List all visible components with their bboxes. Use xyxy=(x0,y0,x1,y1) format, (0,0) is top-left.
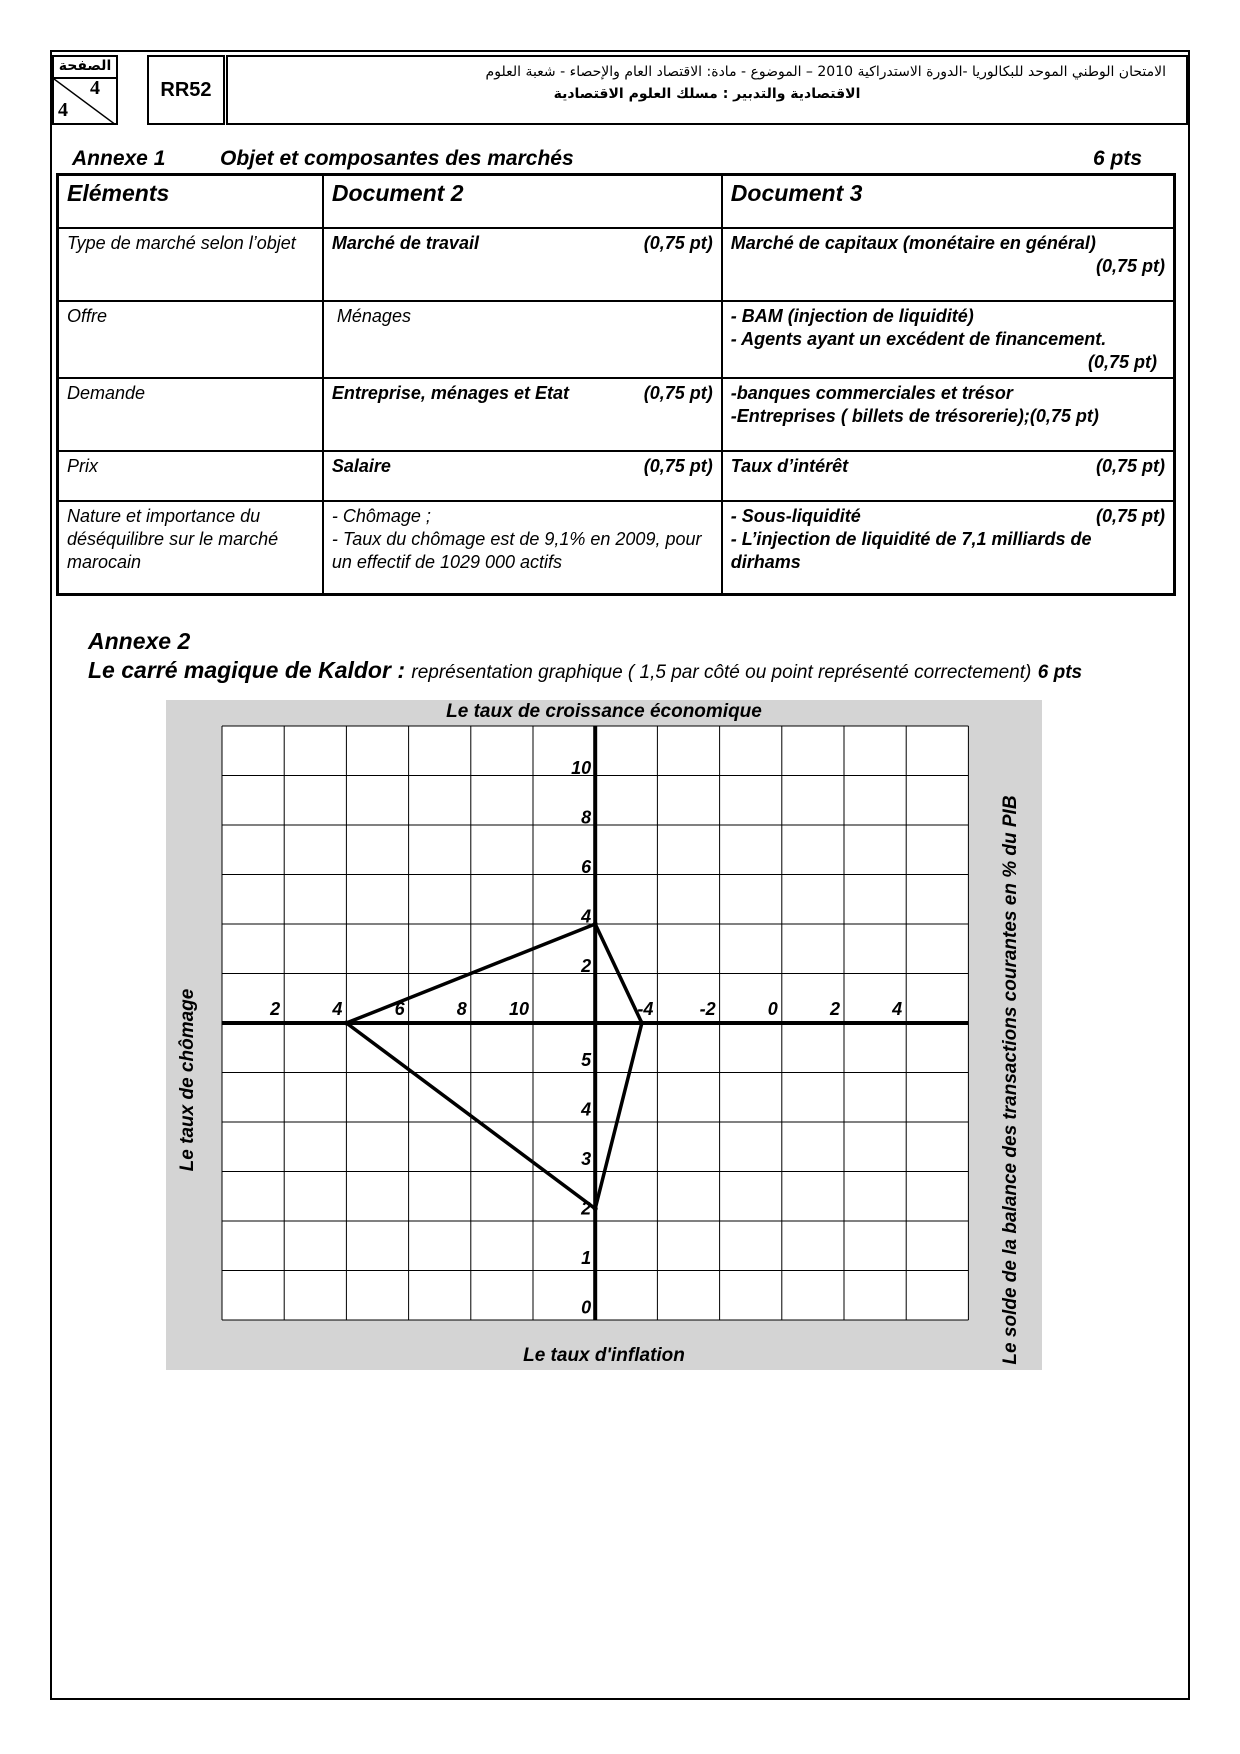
tick-label-bottom: 5 xyxy=(581,1050,592,1071)
tick-label-right: 4 xyxy=(892,999,903,1019)
kaldor-plot xyxy=(166,700,1042,1370)
row-doc3-line2: -Entreprises ( billets de trésorerie);(0,75 pt) xyxy=(730,406,1099,426)
row-doc2-points: (0,75 pt) xyxy=(643,233,713,253)
axis-label-bottom: Le taux d'inflation xyxy=(523,1345,685,1366)
row-doc3-text: Marché de capitaux (monétaire en général) xyxy=(730,233,1096,253)
tick-label-right: -4 xyxy=(637,999,654,1019)
exam-title-line1: الامتحان الوطني الموحد للبكالوريا -الدورة الاستدراكية 2010 – الموضوع - مادة: الاقتصاد العام والإحصاء - شعبة العلوم xyxy=(485,64,1166,80)
table-row xyxy=(58,378,1175,451)
row-doc3-points: (0,75 pt) xyxy=(1087,352,1157,372)
tick-label-top: 8 xyxy=(581,807,592,828)
header-document2: Document 2 xyxy=(323,175,722,229)
table-row xyxy=(58,451,1175,501)
row-doc2 xyxy=(323,228,722,301)
row-doc3-text: Taux d’intérêt xyxy=(730,456,849,476)
tick-label-right: 0 xyxy=(767,999,778,1019)
row-doc3-points: (0,75 pt) xyxy=(1095,506,1165,526)
kaldor-chart xyxy=(166,700,1042,1370)
table-row xyxy=(58,501,1175,595)
tick-label-top: 10 xyxy=(571,758,592,779)
page-current: 4 xyxy=(90,77,100,99)
markets-table xyxy=(56,173,1176,596)
tick-label-left: 10 xyxy=(508,999,529,1019)
annex2-label: Annexe 2 xyxy=(88,628,191,654)
row-doc3-line2: - L’injection de liquidité de 7,1 milliards de dirhams xyxy=(730,529,1092,572)
row-doc3 xyxy=(722,451,1175,501)
row-doc2-text: Entreprise, ménages et Etat xyxy=(331,383,569,403)
tick-label-left: 6 xyxy=(394,999,405,1019)
row-doc2 xyxy=(323,301,722,378)
kaldor-point xyxy=(344,1021,349,1026)
row-doc3-line2: - Agents ayant un excédent de financement. xyxy=(730,329,1107,349)
tick-label-right: 2 xyxy=(829,999,840,1019)
tick-label-bottom: 4 xyxy=(581,1099,592,1120)
row-element: Nature et importance du déséquilibre sur le marché marocain xyxy=(58,501,323,595)
tick-label-left: 8 xyxy=(456,999,467,1019)
tick-label-bottom: 3 xyxy=(581,1149,592,1170)
table-header-row xyxy=(58,175,1175,229)
annex1-heading xyxy=(72,147,1142,171)
row-doc2 xyxy=(323,501,722,595)
exam-code: RR52 xyxy=(147,55,225,125)
row-element: Type de marché selon l’objet xyxy=(58,228,323,301)
row-doc2 xyxy=(323,378,722,451)
kaldor-point xyxy=(639,1021,644,1026)
axis-label-right-text: Le solde de la balance des transactions courantes en % du PIB xyxy=(1000,795,1021,1365)
row-doc3-line1: - BAM (injection de liquidité) xyxy=(730,306,974,326)
row-doc2-text: Salaire xyxy=(331,456,391,476)
page-number-box xyxy=(52,55,118,125)
header-elements: Eléments xyxy=(58,175,323,229)
row-doc2-line1: - Chômage ; xyxy=(331,506,431,526)
annex2-points: 6 pts xyxy=(1037,662,1083,683)
table-row xyxy=(58,301,1175,378)
row-doc2-points: (0,75 pt) xyxy=(643,383,713,403)
axis-label-left: Le taux de chômage xyxy=(177,988,198,1172)
annex2-title: Le carré magique de Kaldor : xyxy=(88,657,405,683)
row-doc3 xyxy=(722,378,1175,451)
tick-label-bottom: 0 xyxy=(581,1297,592,1318)
tick-label-left: 4 xyxy=(332,999,343,1019)
kaldor-point xyxy=(593,922,598,927)
row-doc3-line1: - Sous-liquidité xyxy=(730,506,861,526)
tick-label-bottom: 2 xyxy=(581,1198,592,1219)
row-doc3 xyxy=(722,228,1175,301)
row-doc2-text: Marché de travail xyxy=(331,233,479,253)
annex1-label: Annexe 1 xyxy=(72,147,166,170)
row-doc3-points: (0,75 pt) xyxy=(1095,256,1165,276)
row-doc2 xyxy=(323,451,722,501)
tick-label-top: 6 xyxy=(581,857,592,878)
tick-label-top: 4 xyxy=(581,906,592,927)
row-doc3-line1: -banques commerciales et trésor xyxy=(730,383,1013,403)
row-doc3 xyxy=(722,501,1175,595)
table-row xyxy=(58,228,1175,301)
row-doc2-line2: - Taux du chômage est de 9,1% en 2009, pour un effectif de 1029 000 actifs xyxy=(331,529,702,572)
page-total: 4 xyxy=(58,99,68,121)
tick-label-bottom: 1 xyxy=(581,1248,592,1269)
annex2-description: représentation graphique ( 1,5 par côté ou point représenté correctement) xyxy=(411,662,1032,683)
kaldor-point xyxy=(593,1206,598,1211)
annex2-subtitle xyxy=(88,657,1082,684)
tick-label-left: 2 xyxy=(270,999,281,1019)
row-element: Prix xyxy=(58,451,323,501)
row-doc3-points: (0,75 pt) xyxy=(1095,456,1165,476)
row-doc2-points: (0,75 pt) xyxy=(643,456,713,476)
axis-label-top: Le taux de croissance économique xyxy=(446,701,762,722)
row-doc2-text: Ménages xyxy=(336,306,411,326)
annex1-points: 6 pts xyxy=(1092,147,1142,170)
annex1-title: Objet et composantes des marchés xyxy=(220,147,574,170)
row-element: Demande xyxy=(58,378,323,451)
row-doc3 xyxy=(722,301,1175,378)
tick-label-right: -2 xyxy=(699,999,716,1019)
header-document3: Document 3 xyxy=(722,175,1175,229)
exam-title-box xyxy=(226,55,1188,125)
tick-label-top: 2 xyxy=(581,956,592,977)
row-element: Offre xyxy=(58,301,323,378)
exam-title-line2: الاقتصادية والتدبير : مسلك العلوم الاقتصادية xyxy=(553,86,861,102)
page-label: الصفحة xyxy=(54,57,116,79)
